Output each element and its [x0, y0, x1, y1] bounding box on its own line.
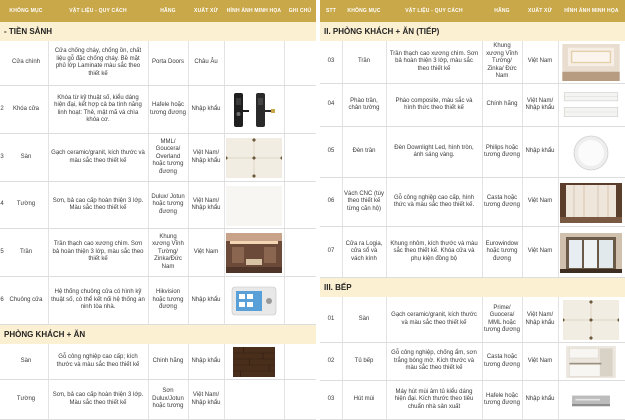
cell-no: 04	[327, 101, 335, 108]
column-rule	[558, 343, 559, 380]
moulding-image	[560, 87, 622, 124]
cell-desc: Sơn, bả cao cấp hoàn thiện 3 lớp. Màu sắc theo thiết kế	[52, 392, 144, 406]
cell-brand: Eurowindow hoặc tương đương	[485, 240, 519, 262]
table-row	[0, 277, 316, 325]
wood-floor-image	[226, 347, 282, 377]
table-row	[0, 134, 316, 182]
header-note: GHI CHÚ	[288, 8, 312, 14]
column-rule	[224, 41, 225, 85]
cell-no: 07	[327, 248, 335, 255]
cell-origin: Nhập khẩu	[191, 105, 221, 112]
cell-origin: Việt Nam/ Nhập khẩu	[191, 150, 221, 164]
column-rule	[224, 344, 225, 379]
cell-brand: Khung xương Vĩnh Tường/ Zinka/Đức Nam	[152, 233, 184, 270]
cell-desc: Khung nhôm, kích thước và màu sắc theo thiết kế. Khóa cửa và phụ kiện đồng bộ	[390, 240, 478, 262]
cell-desc: Cửa chống cháy, chống ồn, chất liệu gỗ đặc chống cháy. Bề mặt phủ lớp Laminate màu sắc theo thiết kế	[54, 48, 142, 77]
cell-no: 05	[327, 148, 335, 155]
cell-no: 6	[0, 296, 4, 303]
cell-brand: Porta Doors	[151, 59, 184, 66]
column-rule	[284, 41, 285, 85]
column-rule	[284, 134, 285, 181]
column-rule	[284, 182, 285, 228]
table-row	[0, 86, 316, 134]
header-stt: STT	[325, 8, 337, 14]
cell-no: 03	[327, 58, 335, 65]
cell-item: Trần	[357, 58, 371, 65]
column-rule	[558, 297, 559, 342]
floor-tile-image	[560, 300, 622, 340]
glass-door-image	[560, 233, 622, 273]
cell-brand: Casta hoặc tương đương	[484, 354, 520, 368]
cell-origin: Nhập khẩu	[191, 357, 221, 364]
table-row	[320, 227, 625, 278]
header-brand: HÃNG	[494, 8, 510, 14]
header-material: VẬT LIỆU - QUY CÁCH	[69, 8, 127, 14]
header-image: HÌNH ẢNH MINH HỌA	[564, 8, 619, 14]
cell-brand: Casta hoặc tương đương	[484, 194, 520, 208]
cell-desc: Sơn, bả cao cấp hoàn thiện 3 lớp. Màu sắc theo thiết kế	[52, 197, 144, 211]
column-rule	[224, 182, 225, 228]
cell-item: Tủ bếp	[354, 357, 374, 364]
cell-no: 06	[327, 198, 335, 205]
header-brand: HÃNG	[160, 8, 176, 14]
left-table-header	[0, 0, 316, 22]
cell-brand: Chính hãng	[486, 101, 518, 108]
cell-item: Tường	[16, 201, 36, 208]
cell-no: 2	[0, 105, 4, 112]
cell-item: Hút mùi	[353, 396, 375, 403]
cell-brand: MML/ Goucera/ Overland hoặc tương đương	[152, 138, 184, 175]
cell-item: Trần	[19, 248, 33, 255]
section-title: III. BẾP	[320, 278, 625, 297]
cell-desc: Máy hút mùi âm tủ kiểu dáng hiện đại. Kích thước theo tiêu chuẩn nhà sản xuất	[394, 388, 474, 410]
header-item: KHÔNG MỤC	[347, 8, 381, 14]
column-rule	[558, 381, 559, 419]
cell-brand: Sơn Dulux/Jotun hoặc tương	[152, 388, 184, 410]
column-rule	[224, 229, 225, 276]
cell-brand: Khung xương Vĩnh Tường/ Zinka/ Đức Nam	[486, 43, 518, 80]
right-spec-table	[320, 0, 625, 420]
section-title: II. PHÒNG KHÁCH + ĂN (TIẾP)	[320, 22, 625, 41]
cell-item: Sàn	[20, 153, 32, 160]
range-hood-image	[560, 384, 622, 417]
table-row	[320, 178, 625, 227]
wall-paint-image	[226, 186, 282, 226]
cell-item: Phào trần, chân tường	[348, 97, 380, 111]
section-title: PHÒNG KHÁCH + ĂN	[0, 325, 316, 344]
floor-tile-image	[226, 138, 282, 178]
cell-origin: Việt Nam/ Nhập khẩu	[191, 392, 221, 406]
cell-item: Khóa cửa	[12, 105, 40, 112]
table-row	[320, 343, 625, 381]
column-rule	[224, 134, 225, 181]
table-row	[320, 297, 625, 343]
cell-no: 01	[327, 315, 335, 322]
cell-desc: Gỗ công nghiệp cao cấp, hình thức và màu sắc theo thiết kế.	[393, 194, 475, 208]
cell-origin: Nhập khẩu	[525, 396, 555, 403]
cell-origin: Nhập khẩu	[525, 148, 555, 155]
cell-desc: Gạch ceramic/granit, kích thước và màu sắc theo thiết kế	[391, 312, 477, 326]
cell-no: 3	[0, 153, 4, 160]
right-table-header	[320, 0, 625, 22]
table-row	[320, 127, 625, 178]
cell-brand: Philips hoặc tương đương	[484, 144, 520, 158]
column-rule	[284, 277, 285, 324]
cell-origin: Việt Nam	[527, 198, 553, 205]
header-item: KHÔNG MỤC	[9, 8, 43, 14]
header-image: HÌNH ẢNH MINH HỌA	[226, 8, 282, 14]
cell-brand: Hafele hoặc tương đương	[150, 102, 186, 116]
column-rule	[558, 127, 559, 177]
cell-item: Cửa ra Logia, cửa sổ và vách kính	[345, 240, 383, 262]
cell-origin: Việt Nam/ Nhập khẩu	[525, 97, 555, 111]
cell-origin: Việt Nam/ Nhập khẩu	[525, 312, 555, 326]
cell-origin: Việt Nam	[527, 58, 553, 65]
cell-no: 5	[0, 248, 4, 255]
cell-item: Đèn trần	[352, 148, 376, 155]
header-origin: XUẤT XỨ	[194, 8, 218, 14]
cell-desc: Phào composite, màu sắc và hình thức theo thiết kế	[395, 97, 473, 111]
table-row	[0, 41, 316, 86]
cell-no: 02	[327, 357, 335, 364]
door-lock-image	[226, 90, 282, 130]
column-rule	[224, 86, 225, 133]
header-material: VẬT LIỆU - QUY CÁCH	[405, 8, 463, 14]
kitchen-image	[560, 346, 622, 378]
table-row	[0, 380, 316, 420]
cell-origin: Việt Nam	[527, 357, 553, 364]
cell-origin: Việt Nam	[527, 248, 553, 255]
section-title: - TIỀN SẢNH	[0, 22, 316, 41]
downlight-image	[560, 133, 622, 173]
cell-origin: Nhập khẩu	[191, 296, 221, 303]
cell-item: Vách CNC (tùy theo thiết kế từng căn hộ)	[344, 190, 385, 212]
cell-item: Cửa chính	[11, 59, 41, 66]
cell-brand: Dulux/ Jotun hoặc tương đương	[151, 193, 185, 215]
cell-brand: Chinh hãng	[152, 357, 184, 364]
cnc-wall-image	[560, 183, 622, 223]
cell-desc: Gỗ công nghiệp cao cấp; kích thước và màu sắc theo thiết kế	[56, 354, 140, 368]
table-row	[320, 84, 625, 127]
table-row	[320, 381, 625, 420]
column-rule	[284, 229, 285, 276]
column-rule	[558, 227, 559, 277]
column-rule	[224, 380, 225, 419]
cell-desc: Khóa từ kỹ thuật số, kiểu dáng hiện đại, kết hợp cả ba tính năng linh hoạt: Thẻ, mật mã và chìa khóa cơ.	[54, 94, 142, 123]
column-rule	[558, 178, 559, 226]
cell-desc: Gỗ công nghiệp, chống ẩm, sơn trắng bóng mờ. Kích thước và màu sắc theo thiết kế	[391, 350, 477, 372]
column-rule	[284, 86, 285, 133]
cell-origin: Châu Âu	[194, 59, 218, 66]
cell-item: Chuông cửa	[9, 296, 43, 303]
table-row	[320, 41, 625, 84]
intercom-image	[226, 281, 282, 321]
cell-brand: Hikvision hoặc tương đương	[152, 289, 184, 311]
cell-desc: Hệ thống chuông cửa có hình kỹ thuật số, có thể kết nối hệ thống an ninh tòa nhà.	[51, 289, 145, 311]
cell-item: Sàn	[20, 357, 32, 364]
column-rule	[224, 277, 225, 324]
cell-origin: Việt Nam	[193, 248, 219, 255]
cell-desc: Trần thạch cao xương chìm. Sơn bả hoàn thiện 3 lớp, màu sắc theo thiết kế	[389, 50, 479, 72]
cell-brand: Hafele hoặc tương đương	[484, 392, 520, 406]
column-rule	[284, 344, 285, 379]
column-rule	[558, 41, 559, 83]
cell-brand: Prime/ Guocera/ MML hoặc tương đương	[484, 304, 520, 333]
column-rule	[558, 84, 559, 126]
cell-no: 4	[0, 201, 4, 208]
cell-desc: Đèn Downlight Led, hình tròn, ánh sáng vàng.	[394, 144, 474, 158]
cell-origin: Việt Nam/ Nhập khẩu	[191, 197, 221, 211]
ceiling-light-image	[560, 44, 622, 81]
table-row	[0, 344, 316, 380]
cell-item: Tường	[16, 395, 36, 402]
cell-desc: Trần thạch cao xương chìm. Sơn bả hoàn thiện 3 lớp, màu sắc theo thiết kế	[52, 241, 144, 263]
ceiling-room-image	[226, 233, 282, 273]
table-row	[0, 229, 316, 277]
column-rule	[284, 380, 285, 419]
cell-no: 03	[327, 396, 335, 403]
table-row	[0, 182, 316, 229]
header-origin: XUẤT XỨ	[528, 8, 552, 14]
cell-desc: Gạch ceramic/granit, kích thước và màu sắc theo thiết kế	[51, 150, 145, 164]
cell-item: Sàn	[358, 315, 370, 322]
